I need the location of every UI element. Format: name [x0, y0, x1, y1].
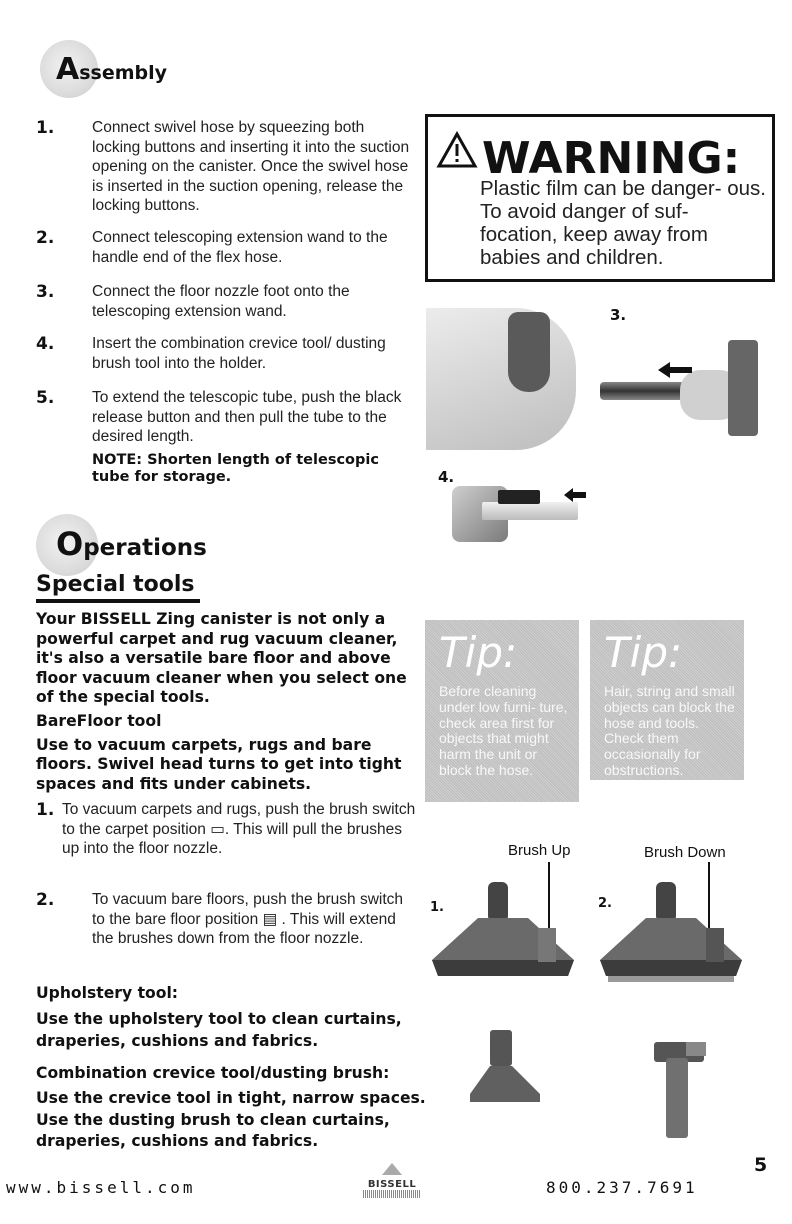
- page-number: 5: [754, 1154, 768, 1176]
- crevice-dusting-tool-image: [650, 1040, 708, 1140]
- assembly-step: [36, 334, 416, 374]
- barefloor-step: [36, 800, 416, 878]
- brush-photo-label-1: 1.: [430, 900, 444, 915]
- tip-title: Tip:: [439, 628, 518, 677]
- step-number: 1.: [36, 118, 55, 138]
- assembly-heading: [56, 52, 167, 87]
- upholstery-heading: Upholstery tool:: [36, 984, 179, 1002]
- nozzle-wand-photo: [600, 340, 760, 440]
- step-number: 1.: [36, 800, 55, 820]
- tip-text: Hair, string and small objects can block the hose and tools. Check them occasionally for obstructions.: [604, 683, 735, 778]
- canister-hose-photo: [426, 308, 576, 450]
- step-number: 2.: [36, 228, 55, 248]
- floor-nozzle-brush-down-image: [596, 880, 746, 984]
- special-tools-intro: Your BISSELL Zing canister is not only a powerful carpet and rug vacuum cleaner, it's also a versatile bare floor and above floor vacuum cleaner when you select one of the special tools.: [36, 610, 407, 707]
- warning-text: Plastic film can be danger- ous. To avoid danger of suf- focation, keep away from babies and children.: [480, 177, 766, 269]
- heading-underline: [36, 599, 200, 603]
- note-text: NOTE: Shorten length of telescopic tube for storage.: [92, 452, 379, 485]
- step-text: To vacuum carpets and rugs, push the brush switch to the carpet position ▭. This will pull the brushes up into the floor nozzle.: [62, 801, 416, 857]
- special-tools-heading: [36, 572, 200, 603]
- assembly-heading-rest: ssembly: [79, 62, 168, 84]
- step-text: To extend the telescopic tube, push the black release button and then pull the tube to the desired length.: [92, 389, 402, 445]
- barefloor-desc: Use to vacuum carpets, rugs and bare floors. Swivel head turns to get into tight spaces and fits under cabinets.: [36, 736, 402, 793]
- operations-heading: [56, 525, 207, 563]
- warning-triangle-icon: [436, 131, 478, 169]
- upholstery-desc: Use the upholstery tool to clean curtains, draperies, cushions and fabrics.: [36, 1010, 402, 1050]
- nozzle-shape: [728, 340, 758, 436]
- warning-box: [425, 114, 775, 282]
- arrow-left-icon: [564, 488, 586, 502]
- footer-website[interactable]: www.bissell.com: [6, 1178, 196, 1197]
- floor-nozzle-brush-up-image: [428, 880, 578, 980]
- assembly-heading-letter: A: [56, 52, 80, 87]
- step-number: 5.: [36, 388, 55, 408]
- hose-connector-shape: [508, 312, 550, 392]
- step-text: To vacuum bare floors, push the brush switch to the bare floor position ▤ . This will extend the brushes down from the floor nozzle.: [92, 891, 404, 947]
- crevice-heading: Combination crevice tool/dusting brush:: [36, 1064, 390, 1082]
- step-text: Insert the combination crevice tool/ dusting brush tool into the holder.: [92, 335, 386, 372]
- step-text: Connect the floor nozzle foot onto the telescoping extension wand.: [92, 283, 350, 320]
- photo-label-3: 3.: [610, 306, 627, 324]
- warning-title: WARNING:: [482, 133, 741, 184]
- assembly-step: [36, 118, 416, 218]
- brush-photo-label-2: 2.: [598, 896, 612, 911]
- brush-down-label: Brush Down: [644, 844, 726, 861]
- photo-label-4: 4.: [438, 468, 455, 486]
- special-tools-title: Special tools: [36, 572, 195, 597]
- crevice-tool-shape: [482, 502, 578, 520]
- assembly-step: [36, 228, 416, 268]
- operations-heading-letter: O: [56, 525, 84, 563]
- tip-box-obstructions: [590, 620, 744, 780]
- tip-title: Tip:: [604, 628, 683, 677]
- step-number: 2.: [36, 890, 55, 910]
- brush-up-label: Brush Up: [508, 842, 571, 859]
- step-number: 4.: [36, 334, 55, 354]
- step-number: 3.: [36, 282, 55, 302]
- bissell-logo-stripes: [363, 1190, 421, 1198]
- crevice-tool-holder-photo: [452, 480, 582, 546]
- step-text: Connect telescoping extension wand to the handle end of the flex hose.: [92, 229, 388, 266]
- tip-text: Before cleaning under low furni- ture, check area first for objects that might harm the unit or block the hose.: [439, 683, 568, 778]
- assembly-step: [36, 282, 416, 322]
- tip-box-low-furniture: [425, 620, 579, 802]
- upholstery-tool-image: [466, 1028, 546, 1104]
- step-text: Connect swivel hose by squeezing both locking buttons and inserting it into the suction opening on the canister. Once the swivel hose is inserted in the suction opening, release the locking buttons.: [92, 119, 410, 214]
- bissell-logo-text: BISSELL: [367, 1179, 417, 1190]
- footer-phone[interactable]: 800.237.7691: [546, 1178, 698, 1197]
- tool-black-tip: [498, 490, 540, 504]
- barefloor-step: [36, 890, 416, 970]
- operations-heading-rest: perations: [83, 535, 207, 561]
- bissell-logo-triangle-icon: [382, 1163, 402, 1175]
- arrow-left-icon: [658, 362, 692, 378]
- barefloor-heading: BareFloor tool: [36, 712, 162, 730]
- assembly-step: [36, 388, 416, 448]
- bissell-logo: [363, 1160, 421, 1198]
- crevice-desc: Use the crevice tool in tight, narrow spaces. Use the dusting brush to clean curtains, draperies, cushions and fabrics.: [36, 1089, 426, 1150]
